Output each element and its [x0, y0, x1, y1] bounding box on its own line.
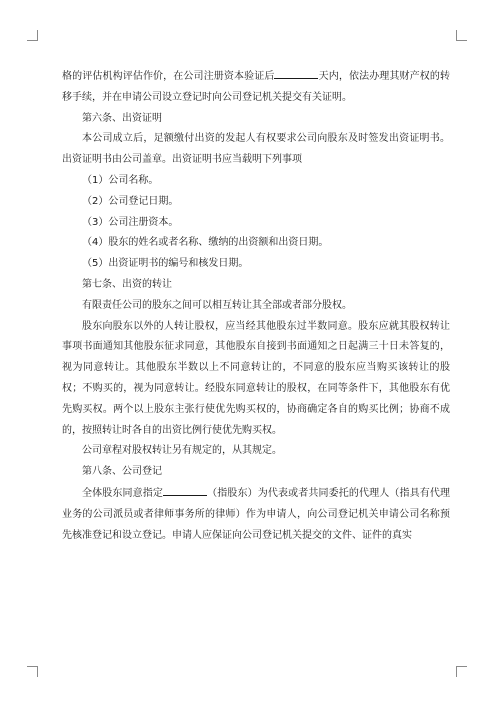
paragraph	[62, 296, 450, 317]
paragraph-text: （3）公司注册资本。	[82, 216, 179, 228]
paragraph-text: （指股东）为代表或者共同委托的代理人（指具有代理业务的公司派员或者律师事务所的律师）作为申请人，向公司登记机关申请公司名称预先核准登记和设立登记。申请人应保证向公司登记机关提交的文件、证件的真实	[62, 487, 450, 541]
paragraph-text: （1）公司名称。	[82, 174, 159, 186]
blank-underline	[274, 66, 318, 79]
paragraph-text: （2）公司登记日期。	[82, 195, 179, 207]
crop-mark-bottom-right	[456, 666, 467, 677]
paragraph	[62, 109, 450, 130]
paragraph	[62, 129, 450, 171]
crop-mark-bottom-left	[27, 666, 38, 677]
paragraph-text: 第六条、出资证明	[82, 112, 162, 124]
paragraph-text: 有限责任公司的股东之间可以相互转让其全部或者部分股权。	[82, 299, 352, 311]
paragraph	[62, 275, 450, 296]
paragraph	[62, 171, 450, 192]
paragraph-text: 公司章程对股权转让另有规定的，从其规定。	[82, 445, 282, 457]
paragraph	[62, 233, 450, 254]
paragraph-text: （4）股东的姓名或者名称、缴纳的出资额和出资日期。	[82, 237, 329, 249]
paragraph	[62, 66, 450, 109]
crop-mark-top-right	[456, 30, 467, 41]
paragraph	[62, 254, 450, 275]
paragraph-text: 天内，依法办理其财产权的转移手续，并在申请公司设立登记时向公司登记机关提交有关证明。	[62, 71, 451, 103]
paragraph-text: 本公司成立后，足额缴付出资的发起人有权要求公司向股东及时签发出资证明书。出资证明书由公司盖章。出资证明书应当载明下列事项	[62, 133, 450, 166]
paragraph-text: 第七条、出资的转让	[82, 278, 172, 290]
paragraph-text: 全体股东同意指定	[82, 487, 163, 499]
paragraph	[62, 213, 450, 234]
paragraph-text: （5）出资证明书的编号和核发日期。	[82, 258, 249, 270]
paragraph	[62, 192, 450, 213]
paragraph	[62, 462, 450, 483]
blank-underline	[163, 483, 207, 496]
crop-mark-top-left	[27, 30, 38, 41]
paragraph-text: 格的评估机构评估作价，在公司注册资本验证后	[62, 71, 275, 82]
paragraph	[62, 441, 450, 462]
document-body	[62, 66, 450, 546]
paragraph	[62, 483, 450, 546]
paragraph	[62, 317, 450, 442]
paragraph-text: 第八条、公司登记	[82, 466, 162, 478]
paragraph-text: 股东向股东以外的人转让股权，应当经其他股东过半数同意。股东应就其股权转让事项书面通知其他股东征求同意，其他股东自接到书面通知之日起满三十日未答复的，视为同意转让。其他股东半数以上不同意转让的，不同意的股东应当购买该转让的股权；不购买的，视为同意转让。经股东同意转让的股权，在同等条件下，其他股东有优先购买权。两个以上股东主张行使优先购买权的，协商确定各自的购买比例；协商不成的，按照转让时各自的出资比例行使优先购买权。	[62, 320, 450, 436]
